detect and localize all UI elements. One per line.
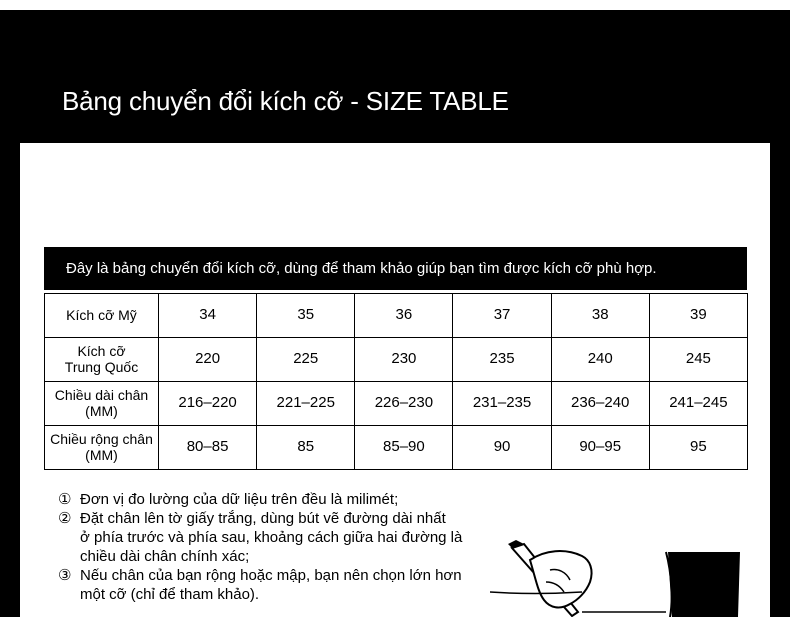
row-header-line: Trung Quốc (64, 358, 139, 375)
table-cell: 236–240 (551, 382, 649, 426)
table-cell: 225 (257, 338, 355, 382)
table-cell: 38 (551, 294, 649, 338)
right-border (770, 143, 790, 617)
table-row (45, 382, 748, 426)
table-row (45, 294, 748, 338)
note-number: ② (58, 510, 72, 527)
table-cell: 34 (159, 294, 257, 338)
table-cell: 226–230 (355, 382, 453, 426)
table-cell: 37 (453, 294, 551, 338)
table-cell: 90 (453, 426, 551, 470)
row-header-us-size: Kích cỡ Mỹ (45, 294, 159, 338)
note-line: chiều dài chân chính xác; (80, 548, 250, 565)
row-header-line: (MM) (85, 402, 118, 419)
note-number: ③ (58, 567, 72, 584)
table-cell: 220 (159, 338, 257, 382)
table-cell: 216–220 (159, 382, 257, 426)
row-header-line: Chiều dài chân (54, 387, 149, 404)
table-cell: 221–225 (257, 382, 355, 426)
note-line: Đơn vị đo lường của dữ liệu trên đều là milimét; (80, 491, 399, 508)
table-cell: 241–245 (649, 382, 747, 426)
table-cell: 35 (257, 294, 355, 338)
notes-list (58, 490, 518, 604)
table-cell: 245 (649, 338, 747, 382)
table-cell: 36 (355, 294, 453, 338)
row-header-cn-size (45, 338, 159, 382)
table-cell: 39 (649, 294, 747, 338)
table-row (45, 426, 748, 470)
table-cell: 230 (355, 338, 453, 382)
row-header-foot-width (45, 426, 159, 470)
table-cell: 95 (649, 426, 747, 470)
left-border (0, 143, 20, 617)
intro-bar (44, 247, 747, 290)
note-line: Nếu chân của bạn rộng hoặc mập, bạn nên chọn lớn hơn (80, 567, 462, 584)
note-line: một cỡ (chỉ để tham khảo). (80, 586, 260, 603)
table-cell: 235 (453, 338, 551, 382)
row-header-line: Chiều rộng chân (50, 431, 153, 448)
note-item (58, 566, 518, 604)
table-cell: 85–90 (355, 426, 453, 470)
table-cell: 80–85 (159, 426, 257, 470)
table-cell: 240 (551, 338, 649, 382)
row-header-line: (MM) (85, 446, 118, 463)
note-item (58, 490, 518, 509)
row-header-foot-length (45, 382, 159, 426)
table-row (45, 338, 748, 382)
hand-drawing-pencil-icon (490, 530, 770, 617)
intro-text: Đây là bảng chuyển đổi kích cỡ, dùng để tham khảo giúp bạn tìm được kích cỡ phù hợp. (66, 260, 657, 277)
note-line: ở phía trước và phía sau, khoảng cách giữa hai đường là (80, 529, 463, 546)
table-cell: 90–95 (551, 426, 649, 470)
note-number: ① (58, 491, 72, 508)
note-item (58, 509, 518, 566)
note-line: Đặt chân lên tờ giấy trắng, dùng bút vẽ đường dài nhất (80, 510, 446, 527)
header-band (0, 10, 790, 143)
page-title: Bảng chuyển đổi kích cỡ - SIZE TABLE (62, 86, 509, 116)
table-cell: 85 (257, 426, 355, 470)
row-header-line: Kích cỡ (77, 343, 126, 360)
table-cell: 231–235 (453, 382, 551, 426)
size-table (44, 293, 748, 470)
